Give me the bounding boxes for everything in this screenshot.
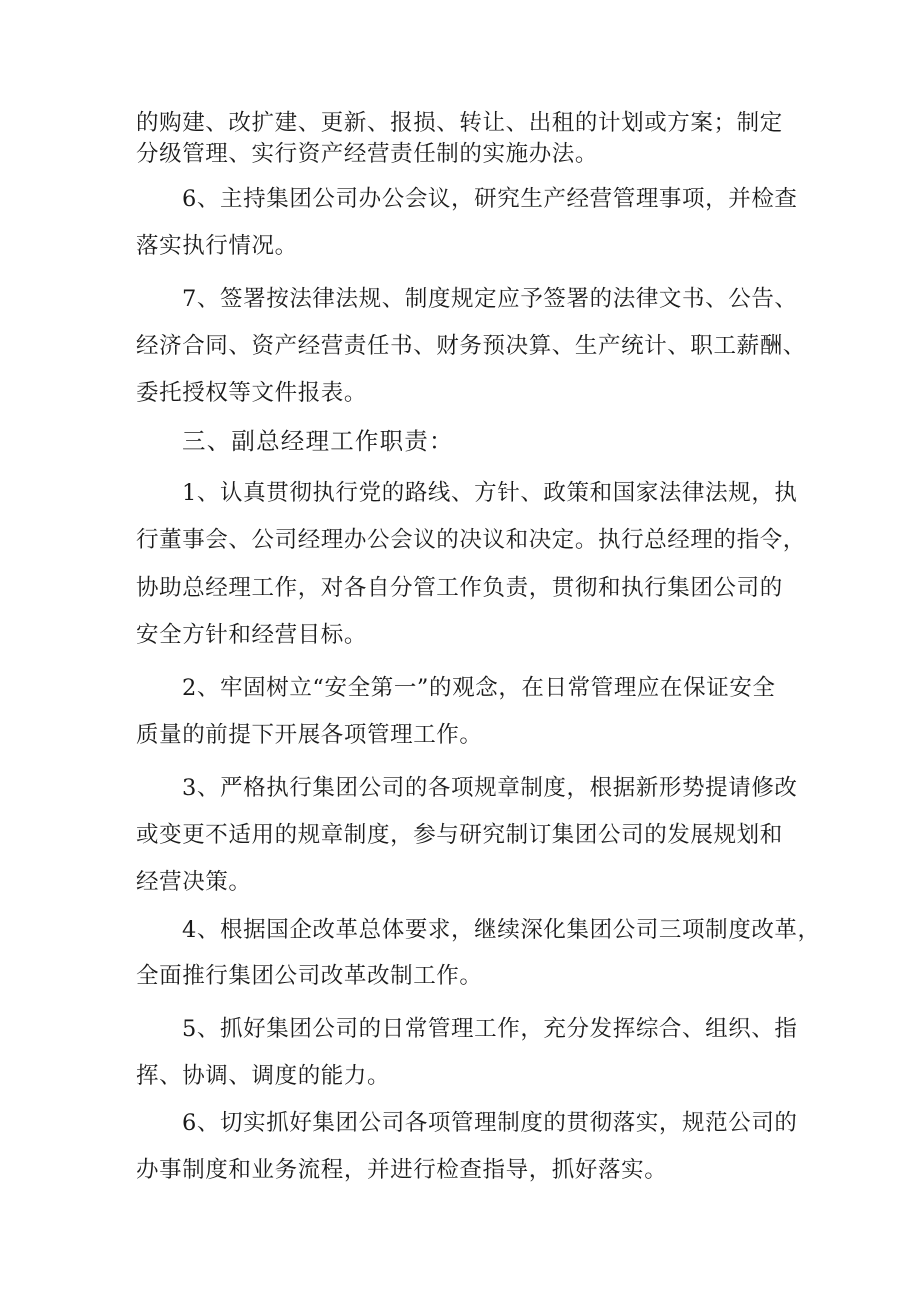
section-heading: 三、副总经理工作职责：	[182, 427, 454, 455]
paragraph-line: 协助总经理工作，对各自分管工作负责，贯彻和执行集团公司的	[136, 575, 783, 601]
paragraph-line: 落实执行情况。	[136, 233, 298, 259]
paragraph-line: 分级管理、实行资产经营责任制的实施办法。	[136, 141, 599, 167]
paragraph-line: 7、签署按法律法规、制度规定应予签署的法律文书、公告、	[182, 286, 798, 312]
paragraph-line: 6、切实抓好集团公司各项管理制度的贯彻落实，规范公司的	[182, 1110, 798, 1136]
paragraph-line: 办事制度和业务流程，并进行检查指导，抓好落实。	[136, 1157, 668, 1183]
paragraph-line: 经济合同、资产经营责任书、财务预决算、生产统计、职工薪酬、	[136, 333, 806, 359]
paragraph-line: 3、严格执行集团公司的各项规章制度，根据新形势提请修改	[182, 775, 798, 801]
paragraph-line: 6、主持集团公司办公会议，研究生产经营管理事项，并检查	[182, 186, 798, 212]
paragraph-line: 全面推行集团公司改革改制工作。	[136, 963, 483, 989]
paragraph-line: 2、牢固树立“安全第一”的观念，在日常管理应在保证安全	[182, 675, 776, 701]
paragraph-line: 4、根据国企改革总体要求，继续深化集团公司三项制度改革，	[182, 917, 821, 943]
paragraph-line: 安全方针和经营目标。	[136, 622, 368, 648]
paragraph-line: 委托授权等文件报表。	[136, 380, 368, 406]
paragraph-line: 质量的前提下开展各项管理工作。	[136, 722, 483, 748]
paragraph-line: 1、认真贯彻执行党的路线、方针、政策和国家法律法规，执	[182, 480, 798, 506]
paragraph-line: 挥、协调、调度的能力。	[136, 1063, 391, 1089]
paragraph-line: 行董事会、公司经理办公会议的决议和决定。执行总经理的指令，	[136, 527, 806, 553]
paragraph-line: 5、抓好集团公司的日常管理工作，充分发挥综合、组织、指	[182, 1016, 798, 1042]
paragraph-line: 或变更不适用的规章制度，参与研究制订集团公司的发展规划和	[136, 822, 783, 848]
paragraph-line: 的购建、改扩建、更新、报损、转让、出租的计划或方案；制定	[136, 110, 783, 136]
paragraph-line: 经营决策。	[136, 869, 252, 895]
